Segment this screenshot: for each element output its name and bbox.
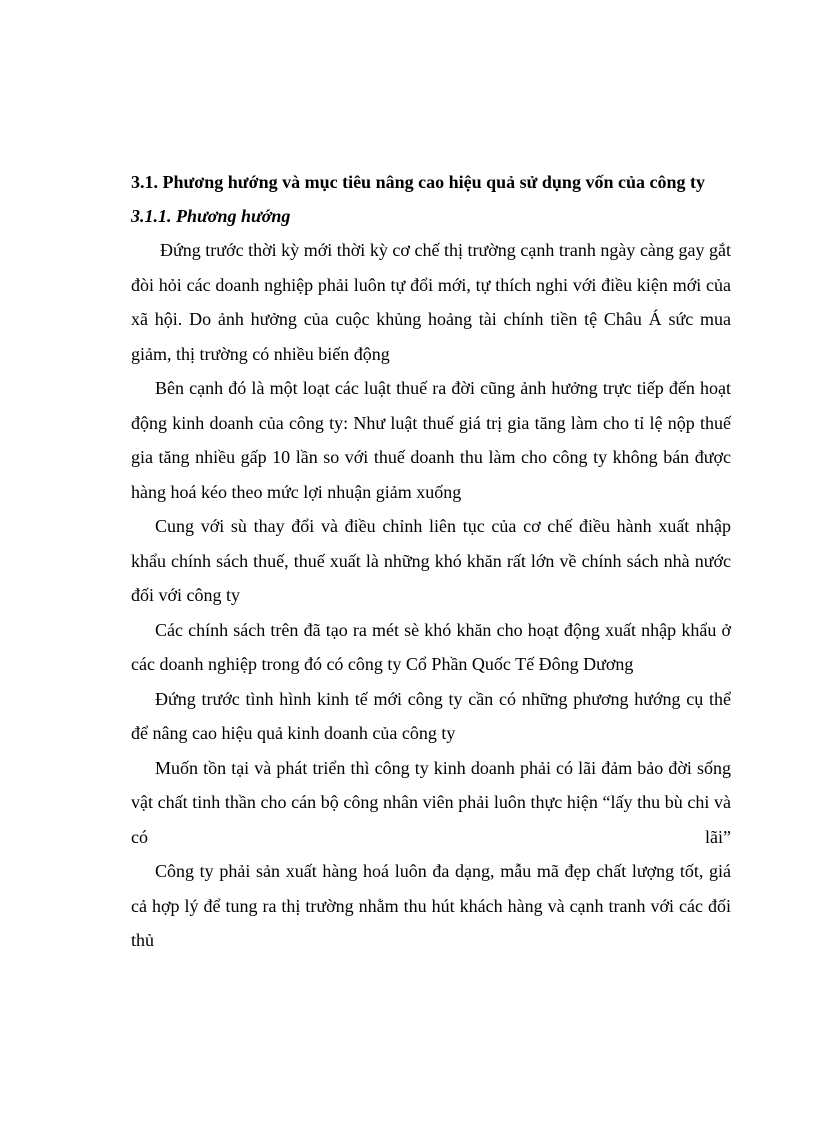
paragraph-7: Công ty phải sản xuất hàng hoá luôn đa dạng, mẫu mã đẹp chất lượng tốt, giá cả hợp lý để tung ra thị trường nhằm thu hút khách hàng và cạnh tranh với các đối thủ (131, 861, 731, 950)
document-page (131, 165, 731, 958)
paragraph-3: Cung với sù thay đổi và điều chỉnh liên tục của cơ chế điều hành xuất nhập khẩu chính sách thuế, thuế xuất là những khó khăn rất lớn về chính sách nhà nước đối với công ty (131, 516, 731, 605)
subsection-title: 3.1.1. Phương hướng (131, 206, 291, 226)
paragraph-5: Đứng trước tình hình kinh tế mới công ty cần có những phương hướng cụ thể để nâng cao hiệu quả kinh doanh của công ty (131, 688, 731, 743)
paragraph-6: Muốn tồn tại và phát triển thì công ty kinh doanh phải có lãi đảm bảo đời sống vật chất tinh thần cho cán bộ công nhân viên phải luôn thực hiện “lấy thu bù chi và có lãi” (131, 757, 731, 847)
section-title: 3.1. Phương hướng và mục tiêu nâng cao hiệu quả sử dụng vốn của công ty (131, 172, 705, 192)
paragraph-1: Đứng trước thời kỳ mới thời kỳ cơ chế thị trường cạnh tranh ngày càng gay gắt đòi hỏi các doanh nghiệp phải luôn tự đổi mới, tự thích nghi với điều kiện mới của xã hội. Do ảnh hưởng của cuộc khủng hoảng tài chính tiền tệ Châu Á sức mua giảm, thị trường có nhiều biến động (131, 240, 731, 364)
paragraph-2: Bên cạnh đó là một loạt các luật thuế ra đời cũng ảnh hưởng trực tiếp đến hoạt động kinh doanh của công ty: Như luật thuế giá trị gia tăng làm cho tỉ lệ nộp thuế gia tăng nhiều gấp 10 lần so với thuế doanh thu làm cho công ty không bán được hàng hoá kéo theo mức lợi nhuận giảm xuống (131, 378, 731, 502)
paragraph-4: Các chính sách trên đã tạo ra mét sè khó khăn cho hoạt động xuất nhập khẩu ở các doanh nghiệp trong đó có công ty Cổ Phần Quốc Tế Đông Dương (131, 619, 731, 674)
